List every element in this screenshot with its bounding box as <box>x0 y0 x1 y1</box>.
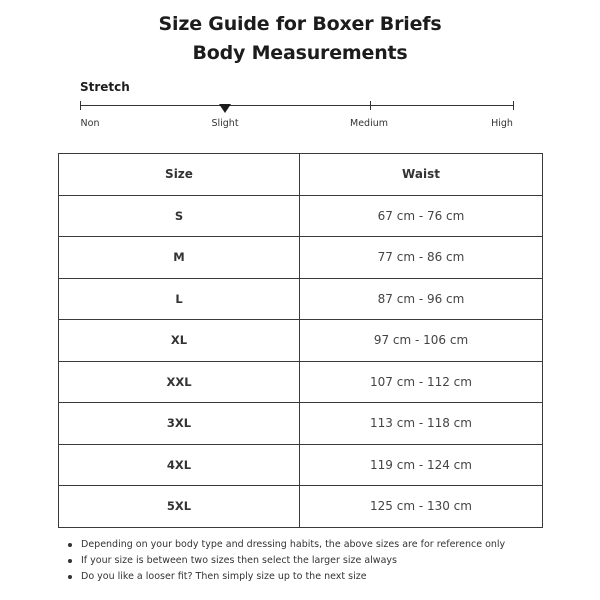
table-row <box>59 444 543 486</box>
size-table <box>58 153 543 528</box>
waist-cell: 119 cm - 124 cm <box>300 444 543 486</box>
table-row <box>59 278 543 320</box>
stretch-tick-medium <box>370 101 371 110</box>
waist-cell: 107 cm - 112 cm <box>300 361 543 403</box>
waist-cell: 113 cm - 118 cm <box>300 403 543 445</box>
table-row <box>59 361 543 403</box>
table-row <box>59 403 543 445</box>
note-item: Do you like a looser fit? Then simply size up to the next size <box>66 569 505 585</box>
notes-list <box>66 537 505 585</box>
size-cell: XL <box>59 320 300 362</box>
stretch-tick-non <box>80 101 81 110</box>
note-item: If your size is between two sizes then select the larger size always <box>66 553 505 569</box>
table-row <box>59 237 543 279</box>
size-cell: 5XL <box>59 486 300 528</box>
size-cell: 4XL <box>59 444 300 486</box>
waist-cell: 67 cm - 76 cm <box>300 195 543 237</box>
size-column-header: Size <box>59 154 300 196</box>
waist-cell: 125 cm - 130 cm <box>300 486 543 528</box>
size-cell: XXL <box>59 361 300 403</box>
table-row <box>59 195 543 237</box>
size-cell: 3XL <box>59 403 300 445</box>
stretch-scale-line <box>80 105 514 106</box>
stretch-level-non: Non <box>80 118 100 129</box>
page-subtitle: Body Measurements <box>192 42 408 64</box>
stretch-level-medium: Medium <box>350 118 388 129</box>
stretch-level-high: High <box>491 118 513 129</box>
waist-cell: 97 cm - 106 cm <box>300 320 543 362</box>
stretch-level-slight: Slight <box>211 118 239 129</box>
note-item: Depending on your body type and dressing habits, the above sizes are for reference only <box>66 537 505 553</box>
table-header-row <box>59 154 543 196</box>
waist-cell: 77 cm - 86 cm <box>300 237 543 279</box>
stretch-marker-icon <box>219 104 231 113</box>
size-cell: M <box>59 237 300 279</box>
waist-column-header: Waist <box>300 154 543 196</box>
table-row <box>59 486 543 528</box>
size-cell: L <box>59 278 300 320</box>
stretch-tick-high <box>513 101 514 110</box>
stretch-label: Stretch <box>80 80 130 94</box>
waist-cell: 87 cm - 96 cm <box>300 278 543 320</box>
size-cell: S <box>59 195 300 237</box>
table-row <box>59 320 543 362</box>
page-title: Size Guide for Boxer Briefs <box>158 13 442 35</box>
